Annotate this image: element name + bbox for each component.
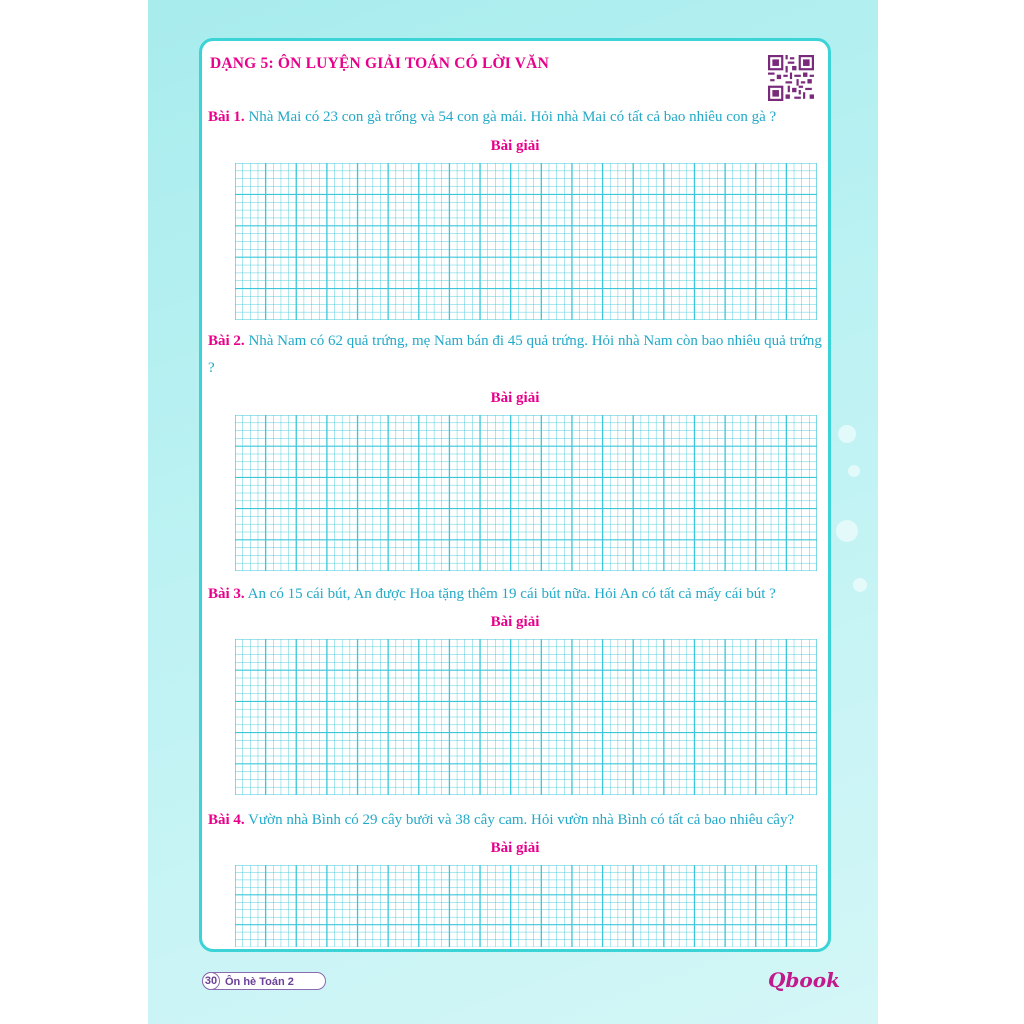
problem-text: Vườn nhà Bình có 29 cây bưởi và 38 cây cam. Hỏi vườn nhà Bình có tất cả bao nhiêu cây? <box>248 812 795 828</box>
decor-bubble <box>853 578 867 592</box>
problem-4 <box>208 807 824 834</box>
workbook-page <box>148 0 878 1024</box>
answer-grid[interactable] <box>235 865 817 947</box>
problem-2 <box>208 328 824 382</box>
answer-grid[interactable] <box>235 639 817 795</box>
book-title: Ôn hè Toán 2 <box>225 976 294 988</box>
problem-text: An có 15 cái bút, An được Hoa tặng thêm 19 cái bút nữa. Hỏi An có tất cả mấy cái bút ? <box>247 586 776 602</box>
problem-text: Nhà Nam có 62 quả trứng, mẹ Nam bán đi 45 quả trứng. Hỏi nhà Nam còn bao nhiêu quả trứng ? <box>208 333 822 376</box>
solution-heading: Bài giải <box>490 138 540 154</box>
decor-bubble <box>838 425 856 443</box>
decor-bubble <box>836 520 858 542</box>
page-number: 30 <box>202 972 220 990</box>
publisher-logo: Qbook <box>768 968 840 992</box>
problem-label: Bài 3. <box>208 586 245 602</box>
footer-page-badge <box>202 972 326 990</box>
decor-bubble <box>848 465 860 477</box>
content-frame <box>199 38 831 952</box>
answer-grid[interactable] <box>235 163 817 320</box>
solution-heading: Bài giải <box>490 840 540 856</box>
problem-1 <box>208 104 824 131</box>
problem-text: Nhà Mai có 23 con gà trống và 54 con gà mái. Hỏi nhà Mai có tất cả bao nhiêu con gà ? <box>248 109 777 125</box>
section-heading: DẠNG 5: ÔN LUYỆN GIẢI TOÁN CÓ LỜI VĂN <box>210 55 549 72</box>
solution-heading: Bài giải <box>490 614 540 630</box>
answer-grid[interactable] <box>235 415 817 571</box>
problem-label: Bài 4. <box>208 812 245 828</box>
problem-label: Bài 2. <box>208 333 245 349</box>
qr-code-icon <box>768 55 814 101</box>
solution-heading: Bài giải <box>490 390 540 406</box>
problem-label: Bài 1. <box>208 109 245 125</box>
problem-3 <box>208 581 824 608</box>
